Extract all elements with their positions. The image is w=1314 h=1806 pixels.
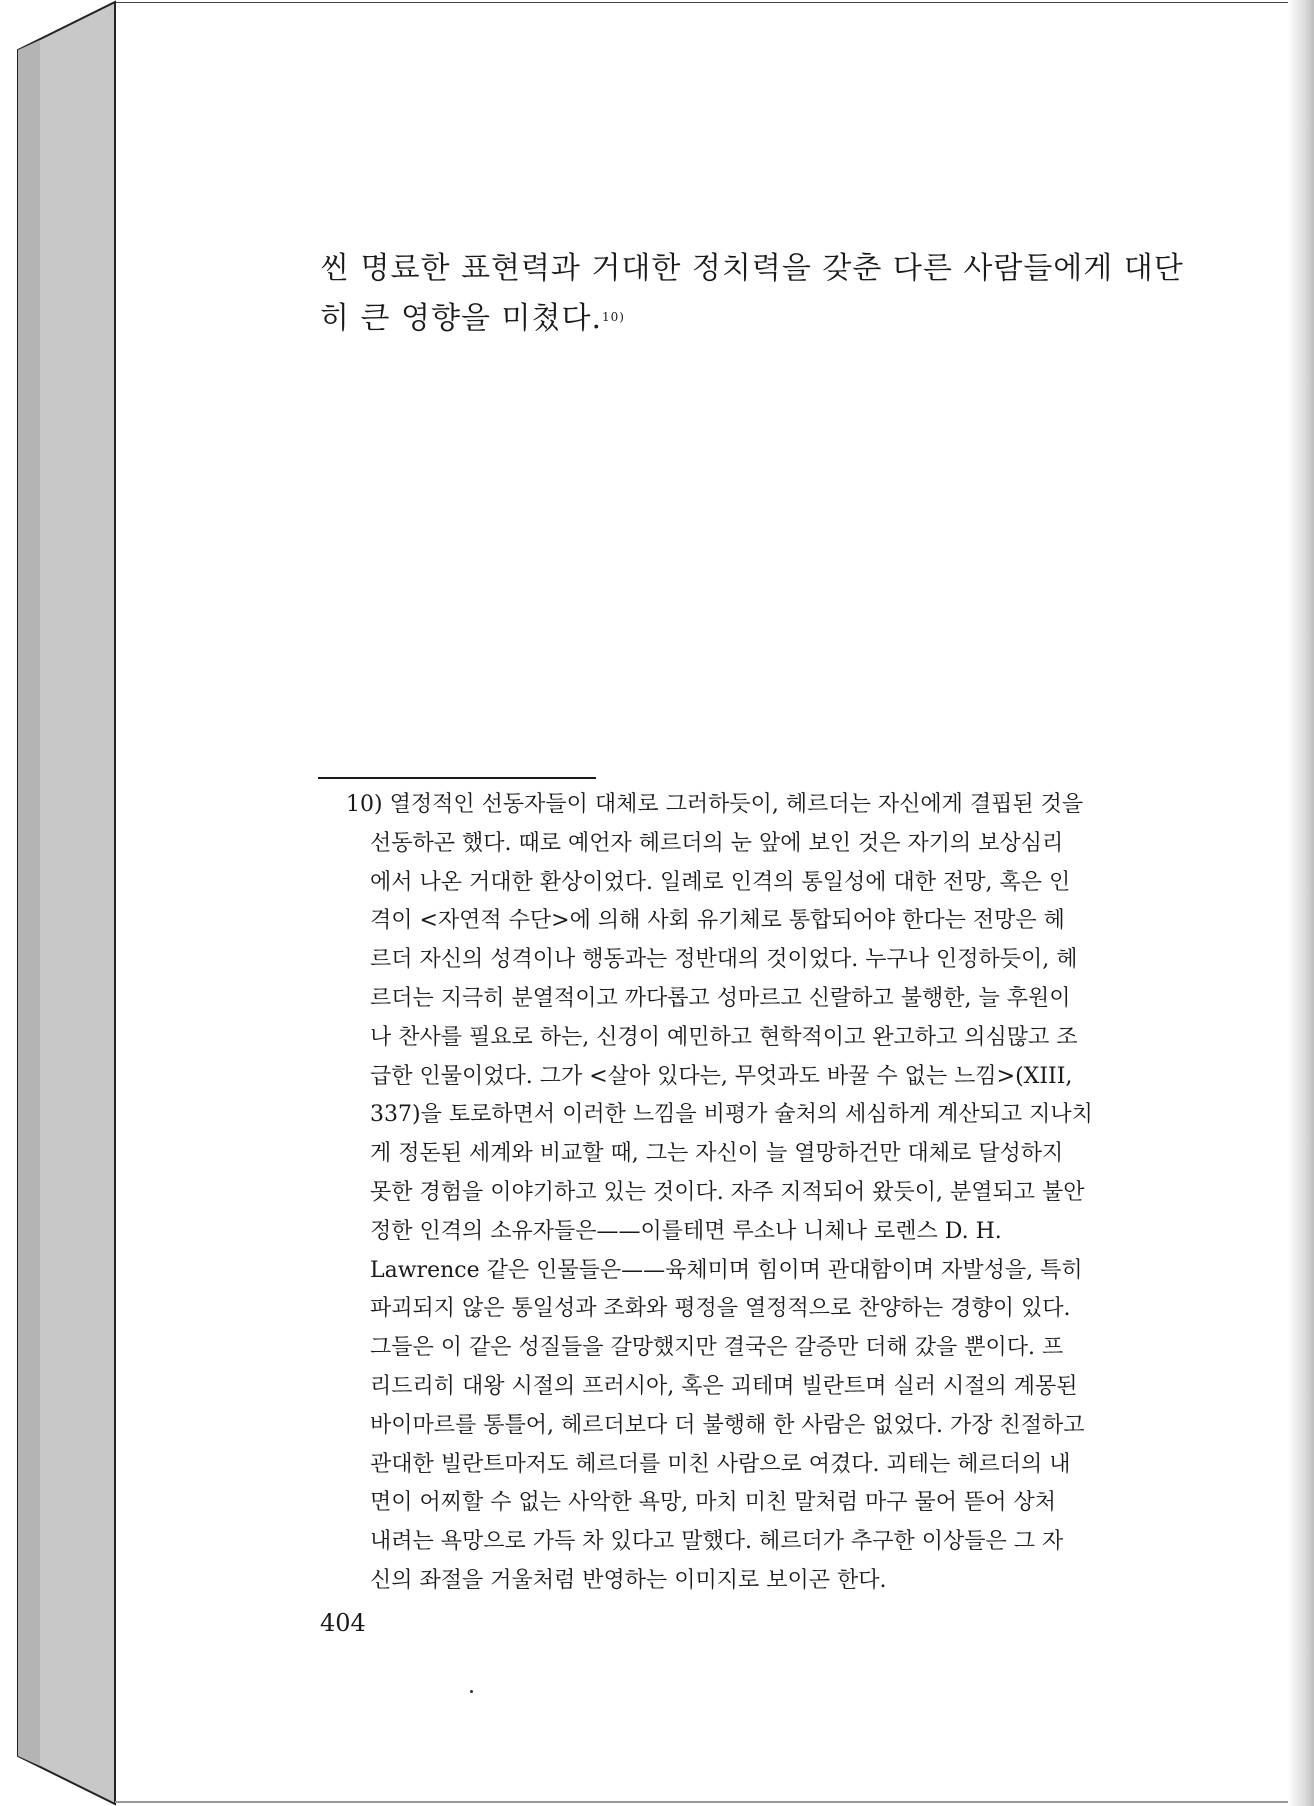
footnote-line-6: 르더는 지극히 분열적이고 까다롭고 성마르고 신랄하고 불행한, 늘 후원이	[370, 985, 1071, 1011]
footnote-line-11: 못한 경험을 이야기하고 있는 것이다. 자주 지적되어 왔듯이, 분열되고 불안	[370, 1179, 1085, 1205]
footnote-line-19: 면이 어찌할 수 없는 사악한 욕망, 마치 미친 말처럼 마구 물어 뜯어 상처	[370, 1490, 1056, 1516]
footnote-line-2: 선동하곤 했다. 때로 예언자 헤르더의 눈 앞에 보인 것은 자기의 보상심리	[370, 830, 1064, 856]
page-number: 404	[320, 1609, 366, 1637]
page-bottom-edge	[115, 1801, 1290, 1803]
footnote-line-9: 337)을 토로하면서 이러한 느낌을 비평가 슐처의 세심하게 계산되고 지나치	[370, 1102, 1093, 1128]
footnote-line-12: 정한 인격의 소유자들은——이를테면 루소나 니체나 로렌스 D. H.	[370, 1218, 1002, 1244]
footnote-marker: 10)	[346, 792, 383, 817]
footnote-line-8: 급한 인물이었다. 그가 <살아 있다는, 무엇과도 바꿀 수 없는 느낌>(XIII,	[370, 1063, 1073, 1089]
footnote-line-7: 나 찬사를 필요로 하는, 신경이 예민하고 현학적이고 완고하고 의심많고 조	[370, 1024, 1078, 1050]
page-edge-shadow	[1288, 0, 1314, 1806]
footnote-line-3: 에서 나온 거대한 환상이었다. 일례로 인격의 통일성에 대한 전망, 혹은 인	[370, 869, 1071, 895]
footnote-10	[346, 786, 1176, 1601]
footnote-line-14: 파괴되지 않은 통일성과 조화와 평정을 열정적으로 찬양하는 경향이 있다.	[370, 1296, 1071, 1322]
footnote-line-20: 내려는 욕망으로 가득 차 있다고 말했다. 헤르더가 추구한 이상들은 그 자	[370, 1529, 1064, 1555]
body-line-2-text: 히 큰 영향을 미쳤다.	[320, 301, 602, 336]
footnote-line-10: 게 정돈된 세계와 비교할 때, 그는 자신이 늘 열망하건만 대체로 달성하지	[370, 1141, 1064, 1167]
scan-speck	[470, 1690, 473, 1693]
footnote-line-15: 그들은 이 같은 성질들을 갈망했지만 결국은 갈증만 더해 갔을 뿐이다. 프	[370, 1335, 1064, 1361]
footnote-line-4: 격이 <자연적 수단>에 의해 사회 유기체로 통합되어야 한다는 전망은 헤	[370, 908, 1065, 934]
footnote-line-16: 리드리히 대왕 시절의 프러시아, 혹은 괴테며 빌란트며 실러 시절의 계몽된	[370, 1373, 1078, 1399]
footnote-line-1	[346, 786, 1176, 825]
footnote-line-18: 관대한 빌란트마저도 헤르더를 미친 사람으로 여겼다. 괴테는 헤르더의 내	[370, 1451, 1071, 1477]
footnote-line-21: 신의 좌절을 거울처럼 반영하는 이미지로 보이곤 한다.	[370, 1567, 887, 1593]
body-line-2	[320, 294, 1180, 344]
footnote-line-1-text: 열정적인 선동자들이 대체로 그러하듯이, 헤르더는 자신에게 결핍된 것을	[389, 792, 1084, 817]
footnote-line-5: 르더 자신의 성격이나 행동과는 정반대의 것이었다. 누구나 인정하듯이, 헤	[370, 947, 1078, 973]
body-paragraph	[320, 244, 1184, 344]
footnote-reference[interactable]: 10)	[601, 310, 625, 324]
footnote-line-13: Lawrence 같은 인물들은——육체미며 힘이며 관대함이며 자발성을, 특히	[370, 1257, 1083, 1283]
footnote-separator	[318, 777, 596, 779]
book-spine	[0, 0, 120, 1806]
body-line-1: 씬 명료한 표현력과 거대한 정치력을 갖춘 다른 사람들에게 대단	[320, 251, 1184, 286]
footnote-line-17: 바이마르를 통틀어, 헤르더보다 더 불행해 한 사람은 없었다. 가장 친절하고	[370, 1412, 1085, 1438]
